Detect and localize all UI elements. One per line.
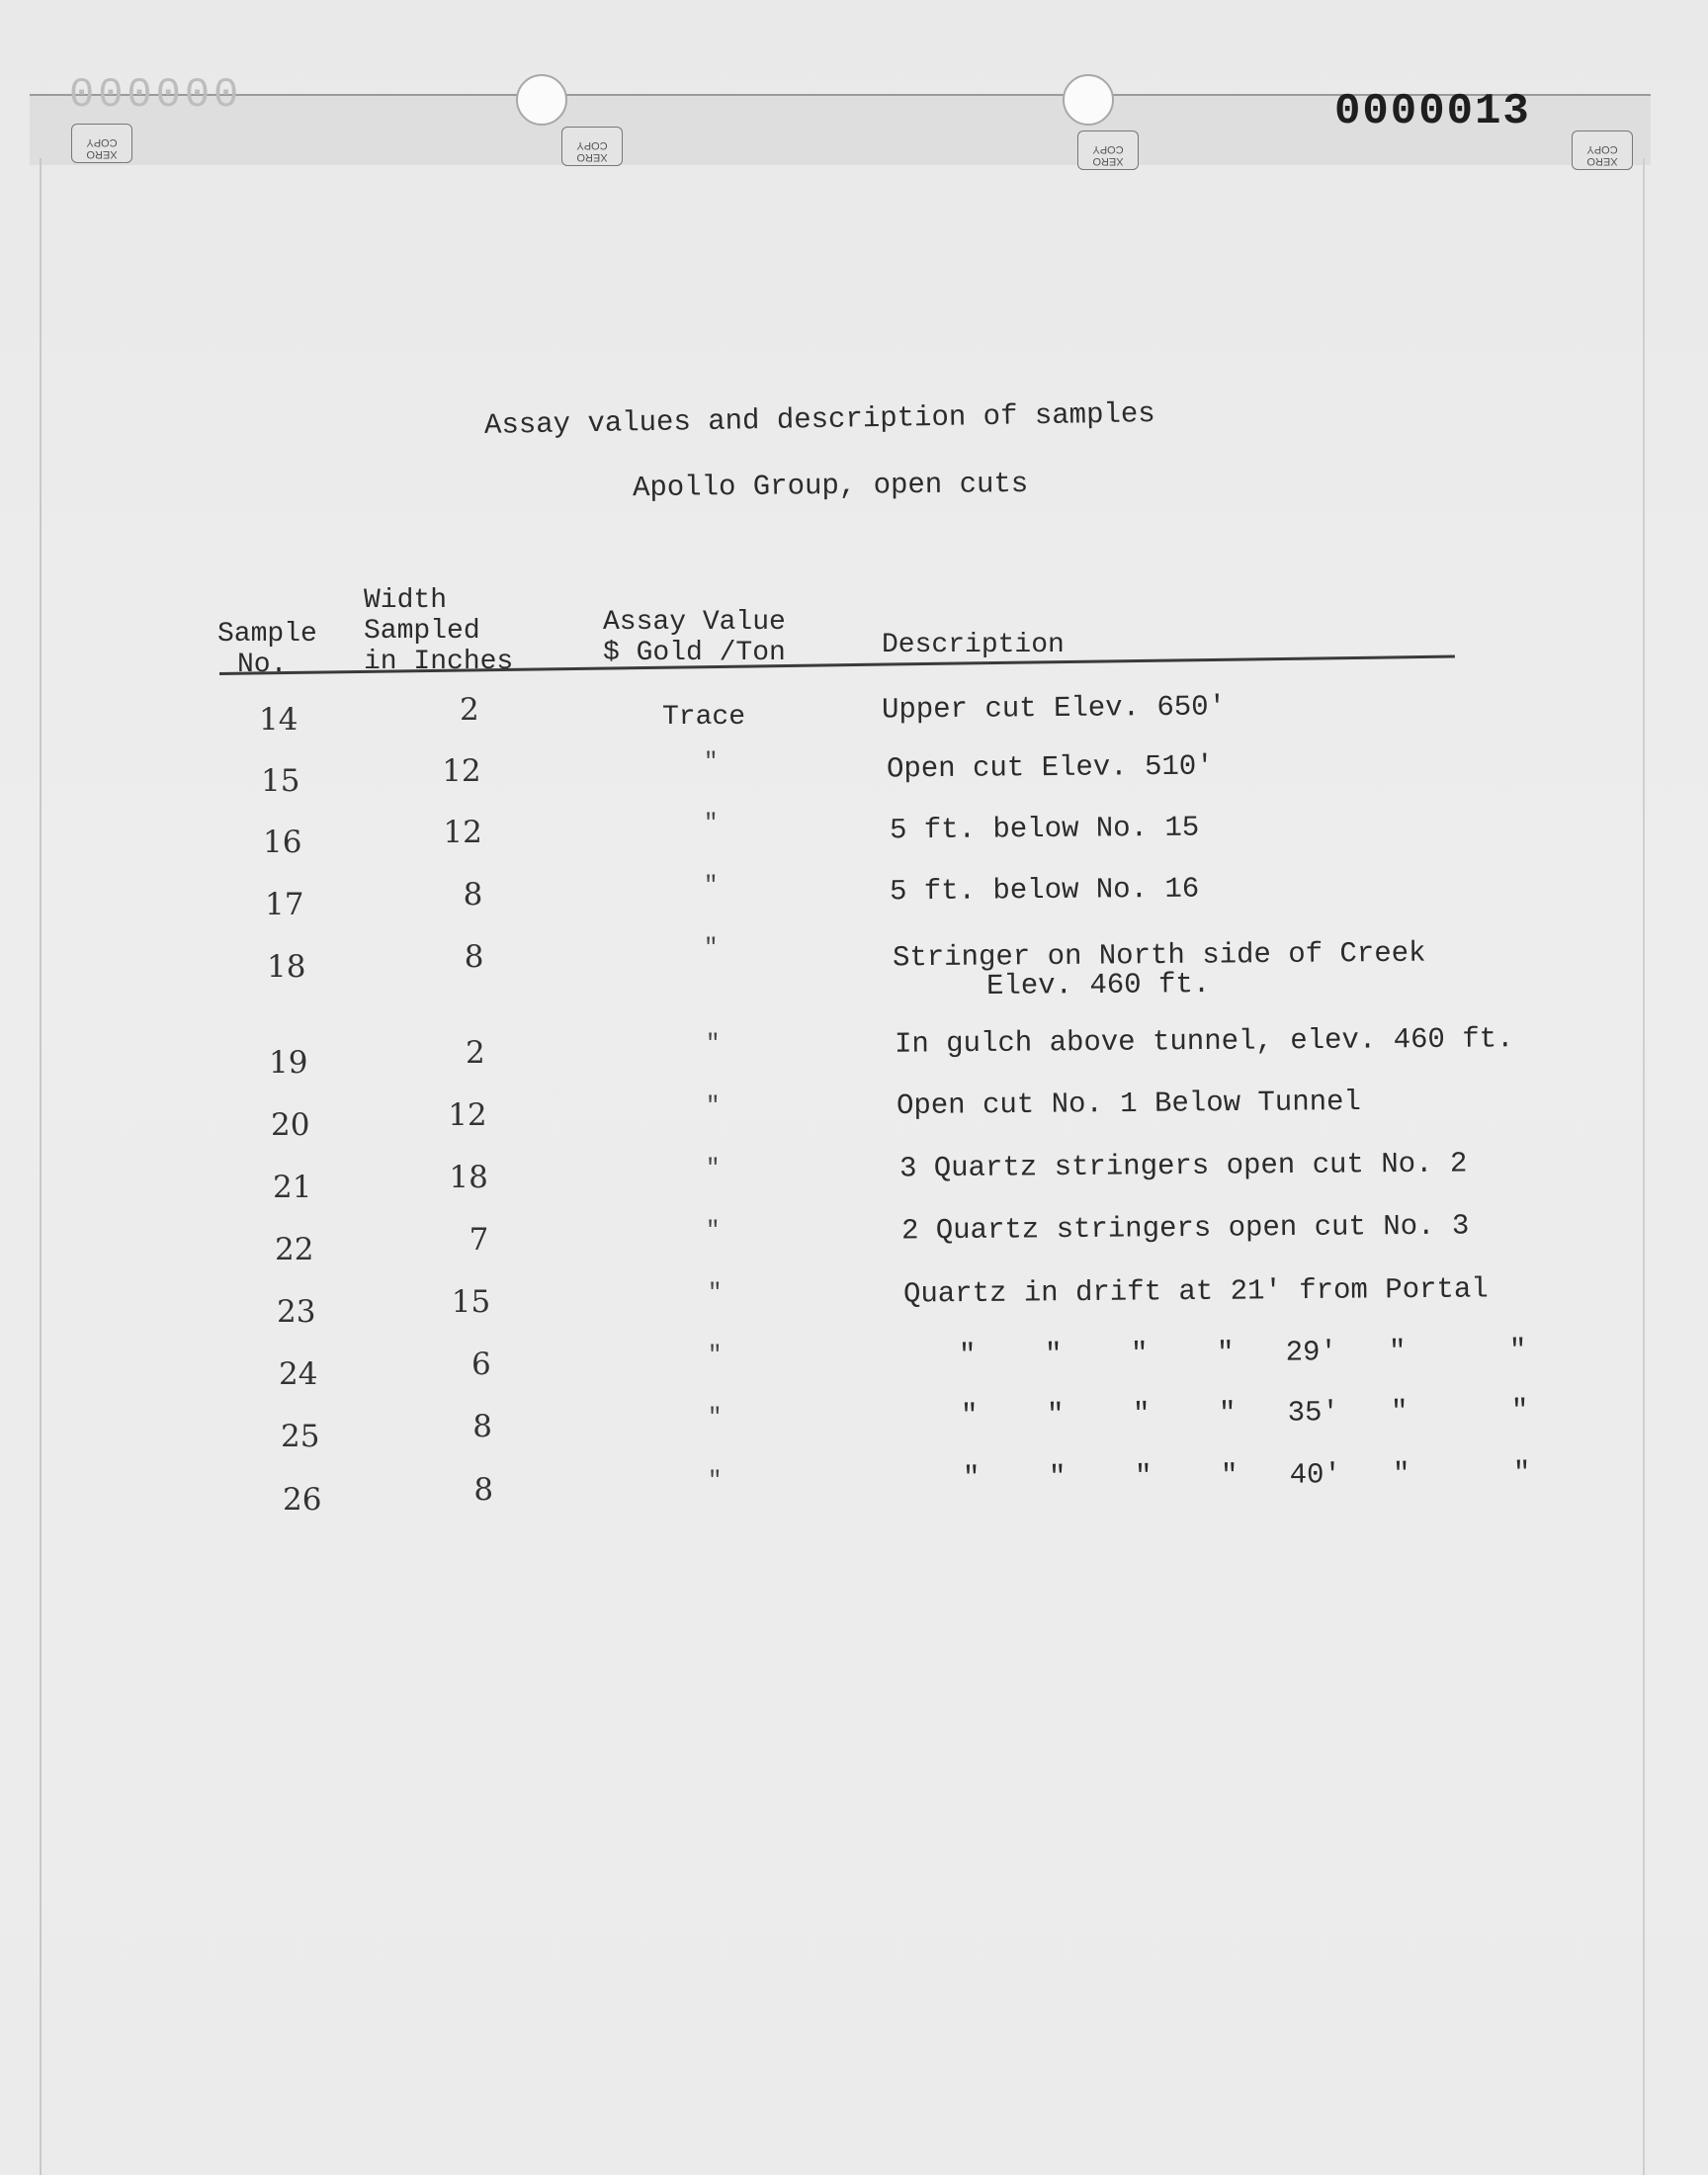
cell-sample-no: 24 (279, 1356, 318, 1392)
cell-sample-no: 18 (267, 949, 306, 985)
cell-assay: " (708, 1343, 723, 1369)
cell-sample-no: 16 (263, 825, 302, 860)
page-title: Assay values and description of samples (483, 397, 1155, 442)
stamp-line: COPY (86, 136, 118, 148)
xerox-stamp (71, 124, 132, 163)
header-line: in Inches (364, 647, 514, 677)
header-line: Width (364, 585, 448, 616)
cell-assay: " (706, 1093, 721, 1120)
cell-sample-no: 23 (277, 1294, 316, 1330)
cell-assay: " (708, 1468, 723, 1495)
cell-sample-no: 17 (265, 887, 304, 922)
cell-width: 8 (473, 1472, 494, 1508)
cell-width: 12 (448, 1097, 487, 1133)
punch-hole-left (516, 74, 567, 126)
header-line: Sample (217, 619, 317, 650)
cell-assay: " (704, 873, 719, 900)
cell-description: Stringer on North side of Creek (892, 936, 1426, 975)
cell-description: 5 ft. below No. 15 (889, 811, 1200, 847)
cell-width: 7 (469, 1222, 489, 1258)
cell-assay: " (706, 1156, 721, 1182)
punch-hole-right (1063, 74, 1114, 126)
ghost-document-number: 000000 (69, 71, 243, 119)
header-description: Description (882, 630, 1065, 660)
cell-description: Upper cut Elev. 650' (881, 690, 1227, 727)
cell-description: Open cut No. 1 Below Tunnel (896, 1085, 1362, 1123)
cell-sample-no: 21 (273, 1170, 312, 1205)
stamp-line: XERO (86, 148, 118, 160)
cell-description: " " " " 35' " " (960, 1394, 1529, 1433)
header-line: No. (237, 650, 288, 680)
xerox-stamp (561, 127, 623, 166)
stamp-line: COPY (576, 139, 608, 151)
cell-assay: " (704, 811, 719, 837)
cell-description: " " " " 29' " " (958, 1334, 1527, 1372)
cell-description: Elev. 460 ft. (985, 968, 1211, 1002)
cell-sample-no: 25 (281, 1419, 320, 1454)
cell-width: 6 (471, 1347, 491, 1382)
stamp-line: XERO (576, 151, 608, 163)
header-width (364, 585, 513, 677)
cell-width: 8 (463, 877, 483, 913)
document-number: 0000013 (1334, 87, 1531, 136)
cell-sample-no: 15 (261, 763, 300, 799)
header-line: Assay Value (603, 607, 786, 638)
cell-description: Quartz in drift at 21' from Portal (902, 1272, 1489, 1311)
cell-assay: " (706, 1218, 721, 1245)
xerox-stamp (1572, 130, 1633, 170)
cell-sample-no: 19 (269, 1045, 308, 1081)
cell-sample-no: 14 (259, 702, 299, 738)
cell-assay: " (704, 749, 719, 776)
cell-description: In gulch above tunnel, elev. 460 ft. (894, 1022, 1514, 1061)
cell-assay: " (708, 1280, 723, 1307)
cell-width: 2 (466, 1035, 485, 1071)
header-line: Sampled (364, 616, 480, 647)
cell-assay: Trace (662, 702, 746, 733)
cell-assay: " (704, 935, 719, 962)
cell-width: 12 (443, 815, 482, 850)
cell-description: 3 Quartz stringers open cut No. 2 (898, 1147, 1468, 1185)
cell-description: 2 Quartz stringers open cut No. 3 (900, 1209, 1470, 1248)
cell-width: 2 (460, 692, 479, 728)
cell-width: 8 (464, 939, 484, 975)
cell-assay: " (708, 1405, 723, 1432)
stamp-line: XERO (1092, 155, 1124, 167)
cell-width: 12 (442, 753, 481, 789)
cell-sample-no: 20 (271, 1107, 310, 1143)
cell-description: " " " " 40' " " (962, 1456, 1531, 1495)
cell-description: Open cut Elev. 510' (886, 749, 1214, 786)
header-assay (603, 607, 786, 668)
cell-sample-no: 26 (283, 1482, 322, 1518)
cell-width: 18 (449, 1160, 488, 1195)
stamp-line: COPY (1586, 143, 1618, 155)
stamp-line: XERO (1586, 155, 1618, 167)
cell-assay: " (706, 1031, 721, 1058)
xerox-stamp (1077, 130, 1139, 170)
cell-width: 15 (451, 1284, 491, 1320)
cell-description: 5 ft. below No. 16 (889, 872, 1200, 909)
page-subtitle: Apollo Group, open cuts (632, 467, 1029, 505)
header-line: $ Gold /Ton (603, 638, 786, 668)
cell-sample-no: 22 (275, 1232, 314, 1267)
cell-width: 8 (472, 1409, 492, 1444)
stamp-line: COPY (1092, 143, 1124, 155)
